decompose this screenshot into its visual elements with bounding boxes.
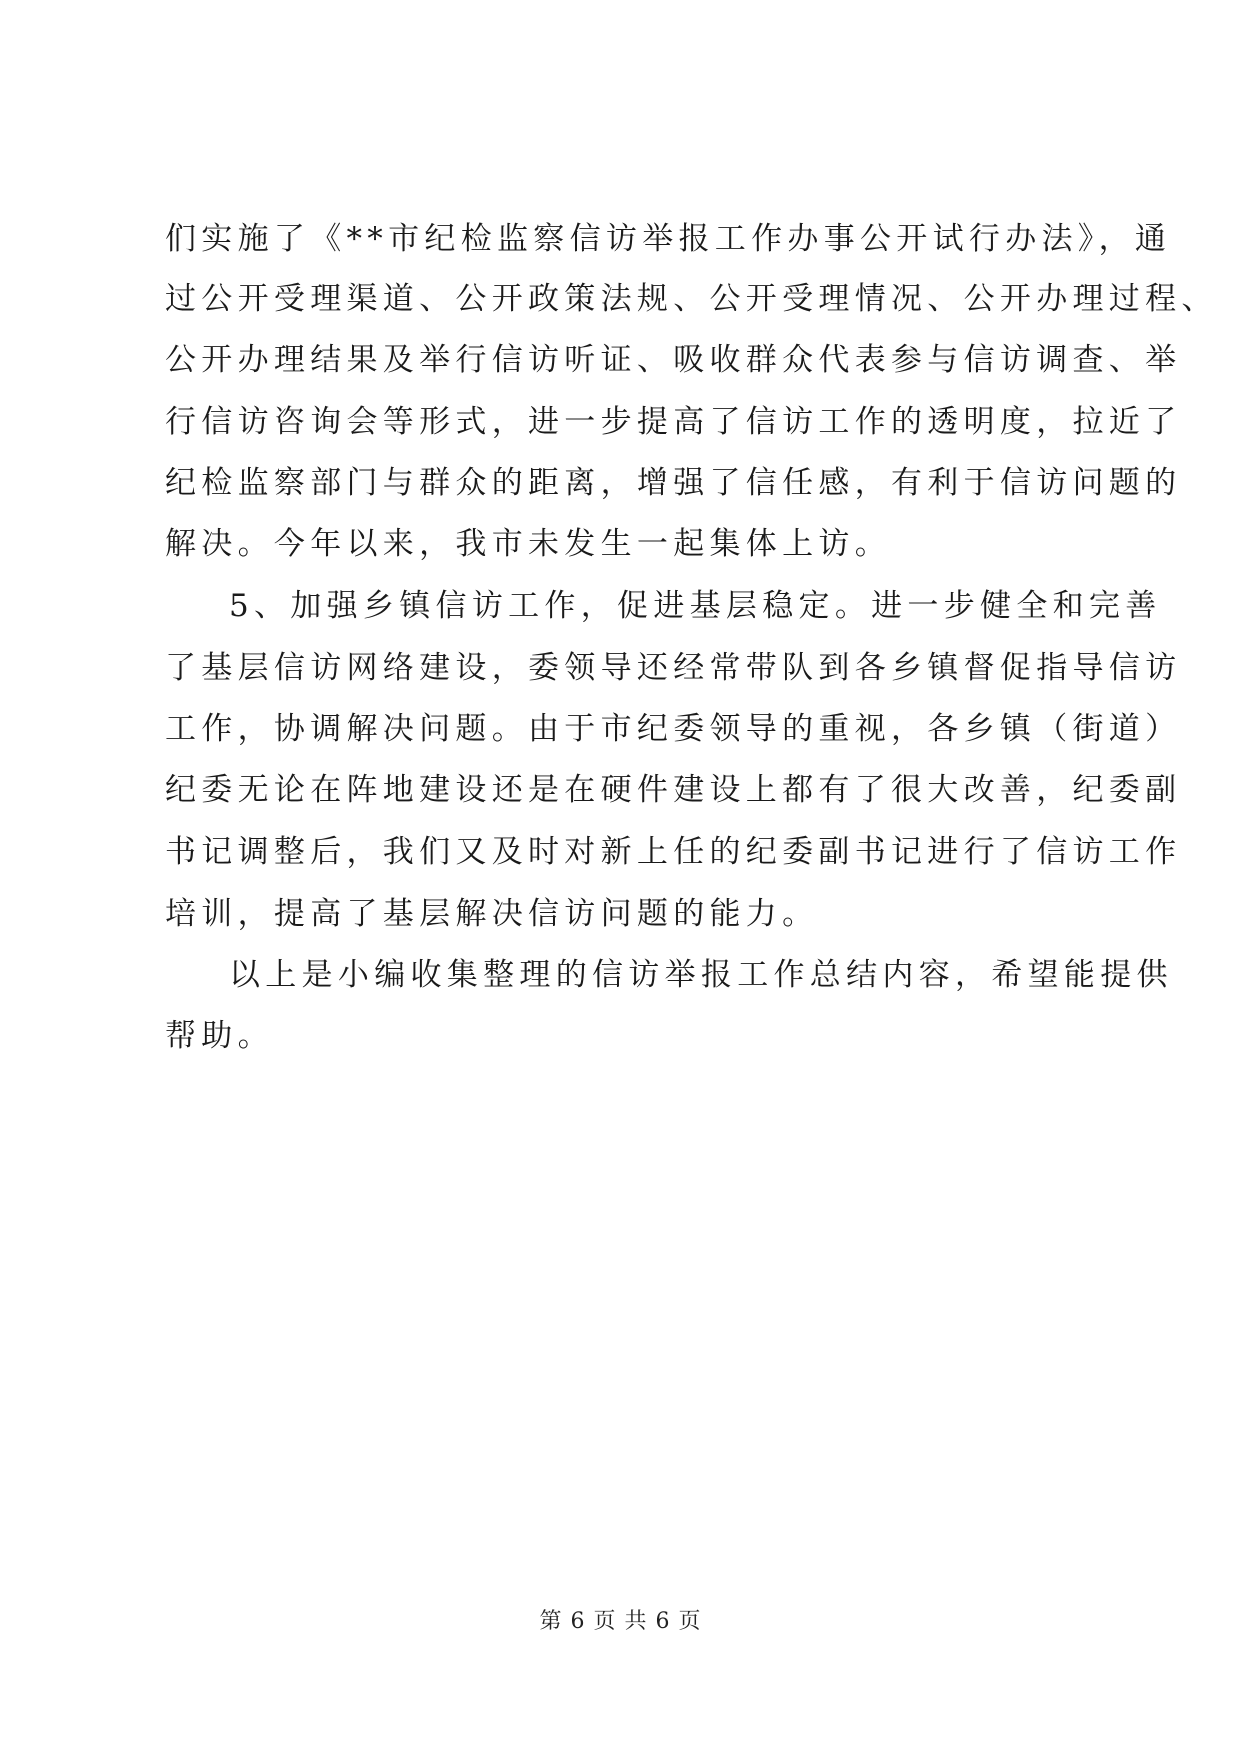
- closing-paragraph-last-line: 帮助。: [165, 1018, 274, 1054]
- body-line-12: 培训，提高了基层解决信访问题的能力。: [165, 896, 819, 932]
- paragraph-5-first-line: 5、加强乡镇信访工作，促进基层稳定。进一步健全和完善: [229, 588, 1162, 624]
- body-line-10: 纪委无论在阵地建设还是在硬件建设上都有了很大改善，纪委副: [165, 772, 1182, 808]
- body-line-3: 公开办理结果及举行信访听证、吸收群众代表参与信访调查、举: [165, 342, 1182, 378]
- body-line-2: 过公开受理渠道、公开政策法规、公开受理情况、公开办理过程、: [165, 281, 1218, 317]
- body-line-1: 们实施了《**市纪检监察信访举报工作办事公开试行办法》，通: [165, 221, 1172, 257]
- body-line-5: 纪检监察部门与群众的距离，增强了信任感，有利于信访问题的: [165, 465, 1182, 501]
- body-line-8: 了基层信访网络建设，委领导还经常带队到各乡镇督促指导信访: [165, 650, 1182, 686]
- body-line-6: 解决。今年以来，我市未发生一起集体上访。: [165, 526, 891, 562]
- body-line-4: 行信访咨询会等形式，进一步提高了信访工作的透明度，拉近了: [165, 404, 1182, 440]
- body-line-11: 书记调整后，我们又及时对新上任的纪委副书记进行了信访工作: [165, 834, 1182, 870]
- page-number-footer: 第 6 页 共 6 页: [539, 1609, 702, 1634]
- body-line-9: 工作，协调解决问题。由于市纪委领导的重视，各乡镇（街道）: [165, 711, 1182, 747]
- closing-paragraph-first-line: 以上是小编收集整理的信访举报工作总结内容，希望能提供: [229, 957, 1173, 993]
